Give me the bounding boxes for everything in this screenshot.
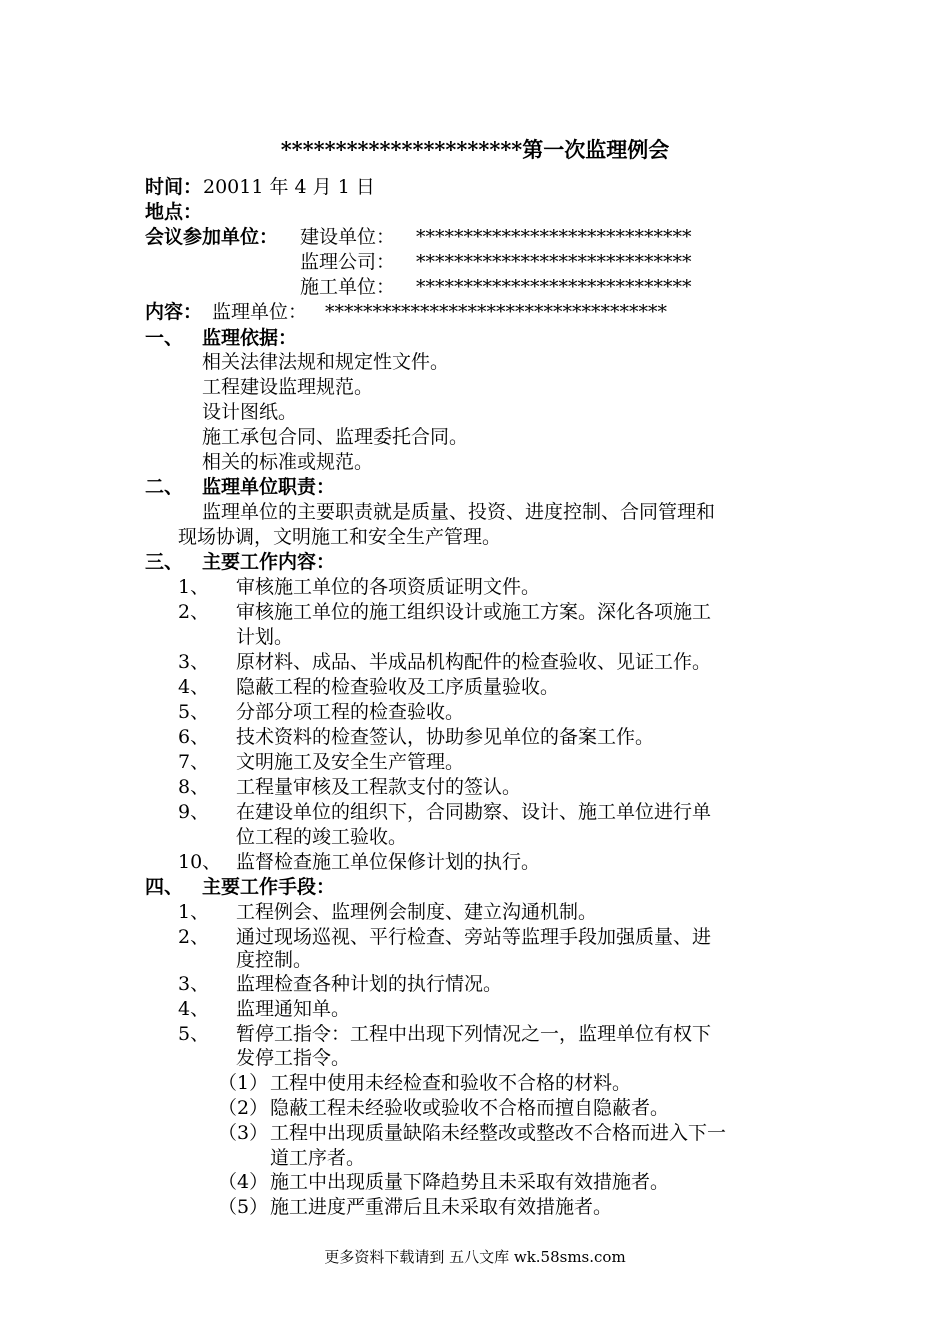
work-item-2-continued: 计划。 xyxy=(236,626,294,648)
footer-download-link[interactable]: 更多资料下载请到 五八文库 wk.58sms.com xyxy=(324,1248,626,1266)
basis-item-1: 相关法律法规和规定性文件。 xyxy=(202,351,450,373)
work-item-4-text: 隐蔽工程的检查验收及工序质量验收。 xyxy=(236,676,560,698)
content-role: 监理单位： xyxy=(212,301,308,323)
work-item-5-text: 分部分项工程的检查验收。 xyxy=(236,701,465,723)
means-item-1-number: 1、 xyxy=(178,901,210,923)
work-item-1-text: 审核施工单位的各项资质证明文件。 xyxy=(236,576,541,598)
means-item-3-text: 监理检查各种计划的执行情况。 xyxy=(236,973,503,995)
duty-line-2: 现场协调，文明施工和安全生产管理。 xyxy=(178,526,502,548)
stop-item-1-text: 工程中使用未经检查和验收不合格的材料。 xyxy=(270,1072,632,1094)
attendee-name-2: ***************************** xyxy=(416,251,692,273)
work-item-3-text: 原材料、成品、半成品机构配件的检查验收、见证工作。 xyxy=(236,651,712,673)
work-item-6-text: 技术资料的检查签认，协助参见单位的备案工作。 xyxy=(236,726,655,748)
means-item-1-text: 工程例会、监理例会制度、建立沟通机制。 xyxy=(236,901,598,923)
section-2-number: 二、 xyxy=(145,476,184,498)
section-4-number: 四、 xyxy=(145,876,184,898)
stop-item-5-text: 施工进度严重滞后且未采取有效措施者。 xyxy=(270,1196,613,1218)
basis-item-4: 施工承包合同、监理委托合同。 xyxy=(202,426,469,448)
work-item-9-text: 在建设单位的组织下，合同勘察、设计、施工单位进行单 xyxy=(236,801,712,823)
basis-item-3: 设计图纸。 xyxy=(202,401,298,423)
means-item-2-text: 通过现场巡视、平行检查、旁站等监理手段加强质量、进 xyxy=(236,926,712,948)
attendee-role-2: 监理公司： xyxy=(300,251,396,273)
stop-item-2-text: 隐蔽工程未经验收或验收不合格而擅自隐蔽者。 xyxy=(270,1097,670,1119)
attendee-name-3: ***************************** xyxy=(416,276,692,298)
stop-item-4-text: 施工中出现质量下降趋势且未采取有效措施者。 xyxy=(270,1171,670,1193)
basis-item-5: 相关的标准或规范。 xyxy=(202,451,374,473)
attendee-role-3: 施工单位： xyxy=(300,276,396,298)
section-3-heading: 主要工作内容： xyxy=(202,551,336,573)
work-item-2-text: 审核施工单位的施工组织设计或施工方案。深化各项施工 xyxy=(236,601,712,623)
section-2-heading: 监理单位职责： xyxy=(202,476,336,498)
work-item-8-number: 8、 xyxy=(178,776,210,798)
work-item-3-number: 3、 xyxy=(178,651,210,673)
stop-item-3-text: 工程中出现质量缺陷未经整改或整改不合格而进入下一 xyxy=(270,1122,727,1144)
stop-item-3-continued: 道工序者。 xyxy=(270,1147,366,1169)
section-4-heading: 主要工作手段： xyxy=(202,876,336,898)
stop-item-3-number: （3） xyxy=(218,1122,269,1144)
means-item-2-continued: 度控制。 xyxy=(236,949,313,971)
work-item-10-text: 监督检查施工单位保修计划的执行。 xyxy=(236,851,541,873)
work-item-1-number: 1、 xyxy=(178,576,210,598)
content-label: 内容： xyxy=(145,301,203,323)
work-item-9-number: 9、 xyxy=(178,801,210,823)
section-1-heading: 监理依据： xyxy=(202,327,298,349)
section-3-number: 三、 xyxy=(145,551,184,573)
work-item-8-text: 工程量审核及工程款支付的签认。 xyxy=(236,776,522,798)
attendee-role-1: 建设单位： xyxy=(300,226,396,248)
section-1-number: 一、 xyxy=(145,327,184,349)
stop-item-1-number: （1） xyxy=(218,1072,269,1094)
means-item-5-text: 暂停工指令：工程中出现下列情况之一，监理单位有权下 xyxy=(236,1023,712,1045)
work-item-6-number: 6、 xyxy=(178,726,210,748)
work-item-2-number: 2、 xyxy=(178,601,210,623)
means-item-4-number: 4、 xyxy=(178,998,210,1020)
stop-item-2-number: （2） xyxy=(218,1097,269,1119)
means-item-5-number: 5、 xyxy=(178,1023,210,1045)
attendees-label: 会议参加单位： xyxy=(145,226,279,248)
work-item-5-number: 5、 xyxy=(178,701,210,723)
means-item-4-text: 监理通知单。 xyxy=(236,998,351,1020)
content-name: ************************************ xyxy=(325,301,667,323)
work-item-7-number: 7、 xyxy=(178,751,210,773)
work-item-10-number: 10、 xyxy=(178,851,222,873)
place-label: 地点： xyxy=(145,201,203,223)
work-item-9-continued: 位工程的竣工验收。 xyxy=(236,826,408,848)
work-item-7-text: 文明施工及安全生产管理。 xyxy=(236,751,465,773)
stop-item-5-number: （5） xyxy=(218,1196,269,1218)
basis-item-2: 工程建设监理规范。 xyxy=(202,376,374,398)
means-item-2-number: 2、 xyxy=(178,926,210,948)
document-title: **********************第一次监理例会 xyxy=(280,137,670,162)
means-item-3-number: 3、 xyxy=(178,973,210,995)
time-label: 时间： xyxy=(145,176,203,198)
time-value: 20011 年 4 月 1 日 xyxy=(203,176,375,198)
duty-line-1: 监理单位的主要职责就是质量、投资、进度控制、合同管理和 xyxy=(202,501,716,523)
stop-item-4-number: （4） xyxy=(218,1171,269,1193)
means-item-5-continued: 发停工指令。 xyxy=(236,1047,351,1069)
work-item-4-number: 4、 xyxy=(178,676,210,698)
attendee-name-1: ***************************** xyxy=(416,226,692,248)
